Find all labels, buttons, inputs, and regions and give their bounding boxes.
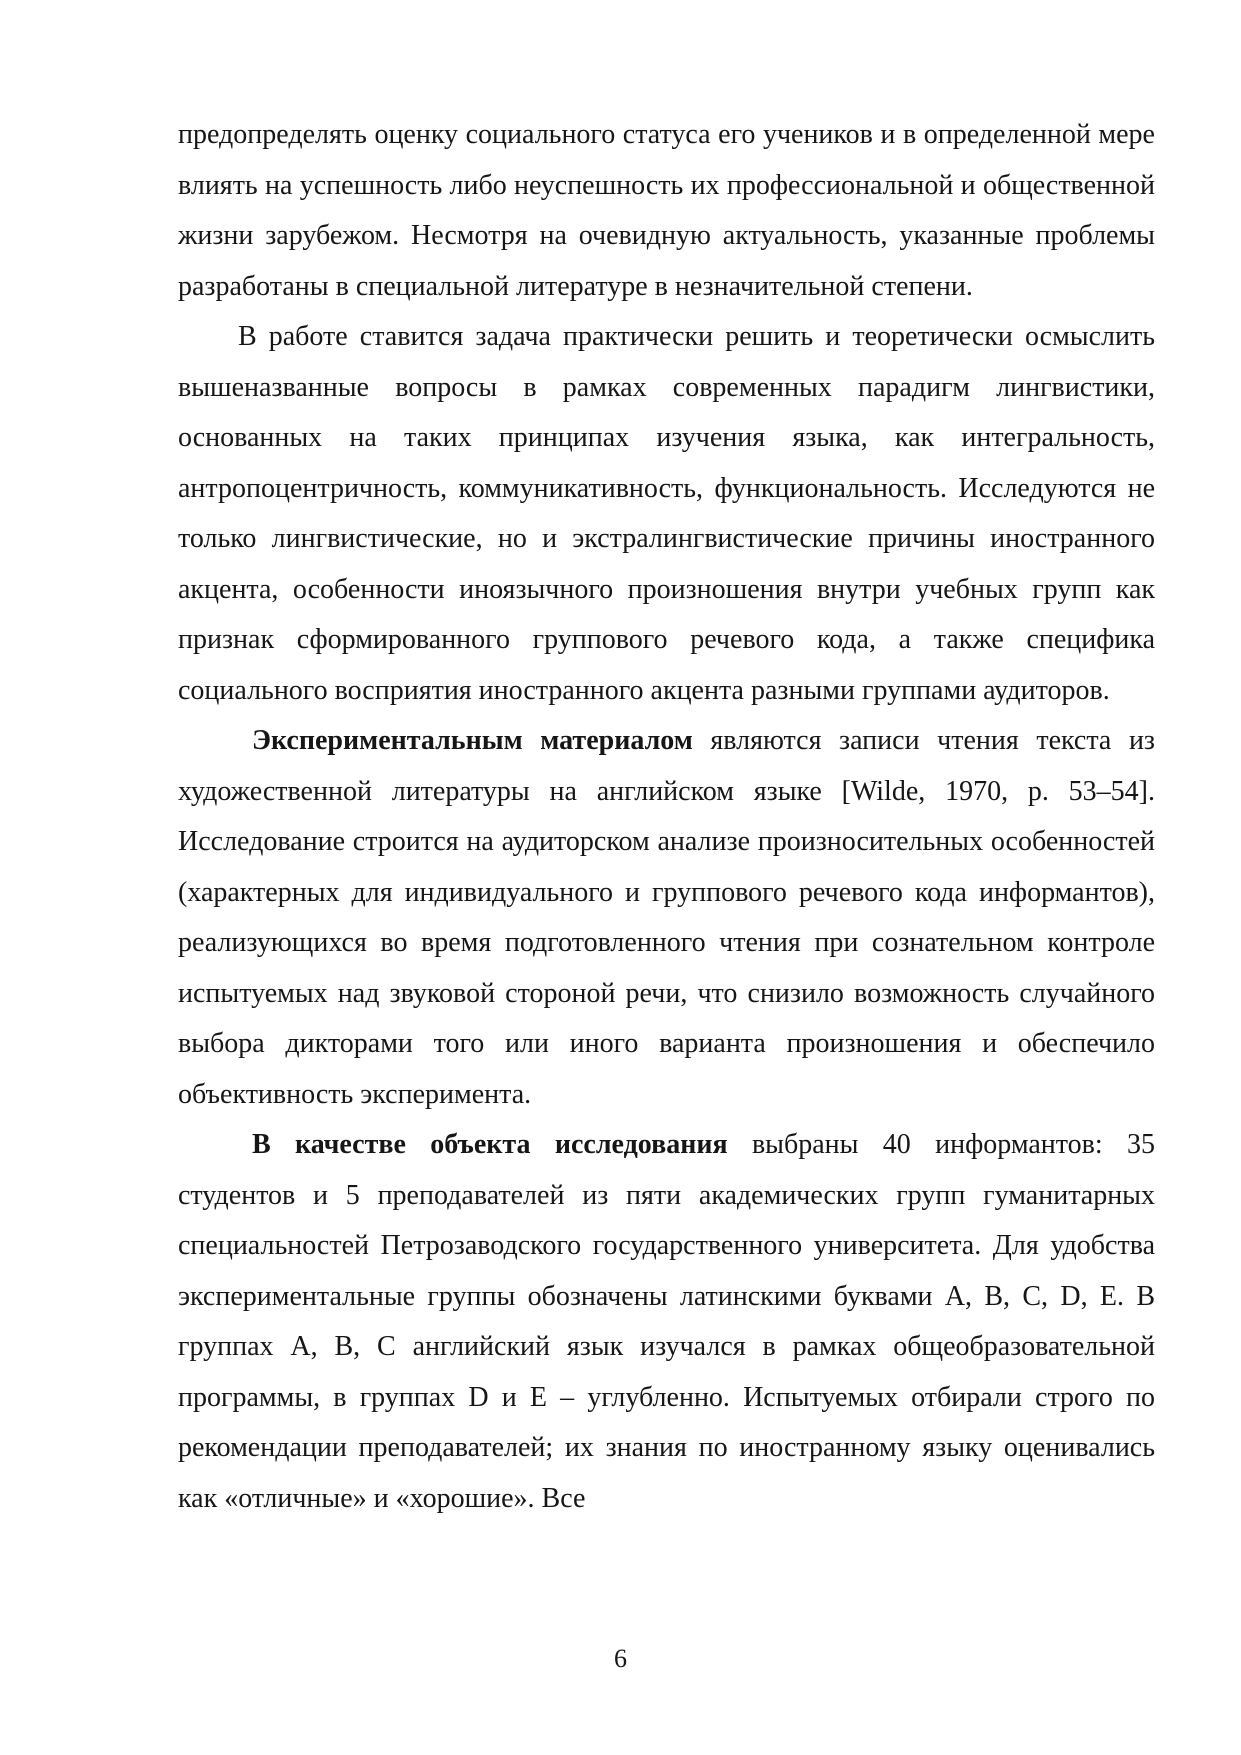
bold-lead-phrase: В качестве объекта исследования	[252, 1129, 728, 1160]
paragraph-4	[178, 1120, 1155, 1524]
paragraph-1	[178, 110, 1155, 312]
paragraph-text: предопределять оценку социального статуса его учеников и в определенной мере влиять на успешность либо неуспешность их профессиональной и общественной жизни зарубежом. Несмотря на очевидную актуальность, указанные проблемы разработаны в специальной литературе в незначительной степени.	[178, 119, 1155, 302]
page-body	[178, 110, 1155, 1524]
paragraph-2	[178, 312, 1155, 716]
paragraph-text: выбраны 40 информантов: 35 студентов и 5 преподавателей из пяти академических групп гуманитарных специальностей Петрозаводского государственного университета. Для удобства экспериментальные группы обозначены латинскими буквами A, B, C, D, E. В группах A, B, C английский язык изучался в рамках общеобразовательной программы, в группах D и E – углубленно. Испытуемых отбирали строго по рекомендации преподавателей; их знания по иностранному языку оценивались как «отличные» и «хорошие». Все	[178, 1129, 1155, 1514]
paragraph-text: В работе ставится задача практически решить и теоретически осмыслить вышеназванные вопросы в рамках современных парадигм лингвистики, основанных на таких принципах изучения языка, как интегральность, антропоцентричность, коммуникативность, функциональность. Исследуются не только лингвистические, но и экстралингвистические причины иностранного акцента, особенности иноязычного произношения внутри учебных групп как признак сформированного группового речевого кода, а также специфика социального восприятия иностранного акцента разными группами аудиторов.	[178, 321, 1155, 706]
paragraph-3	[178, 716, 1155, 1120]
page-number: 6	[614, 1644, 627, 1673]
bold-lead-phrase: Экспериментальным материалом	[252, 725, 693, 756]
paragraph-text: являются записи чтения текста из художественной литературы на английском языке [Wilde, 1970, p. 53–54]. Исследование строится на аудиторском анализе произносительных особенностей (характерных для индивидуального и группового речевого кода информантов), реализующихся во время подготовленного чтения при сознательном контроле испытуемых над звуковой стороной речи, что снизило возможность случайного выбора дикторами того или иного варианта произношения и обеспечило объективность эксперимента.	[178, 725, 1155, 1110]
